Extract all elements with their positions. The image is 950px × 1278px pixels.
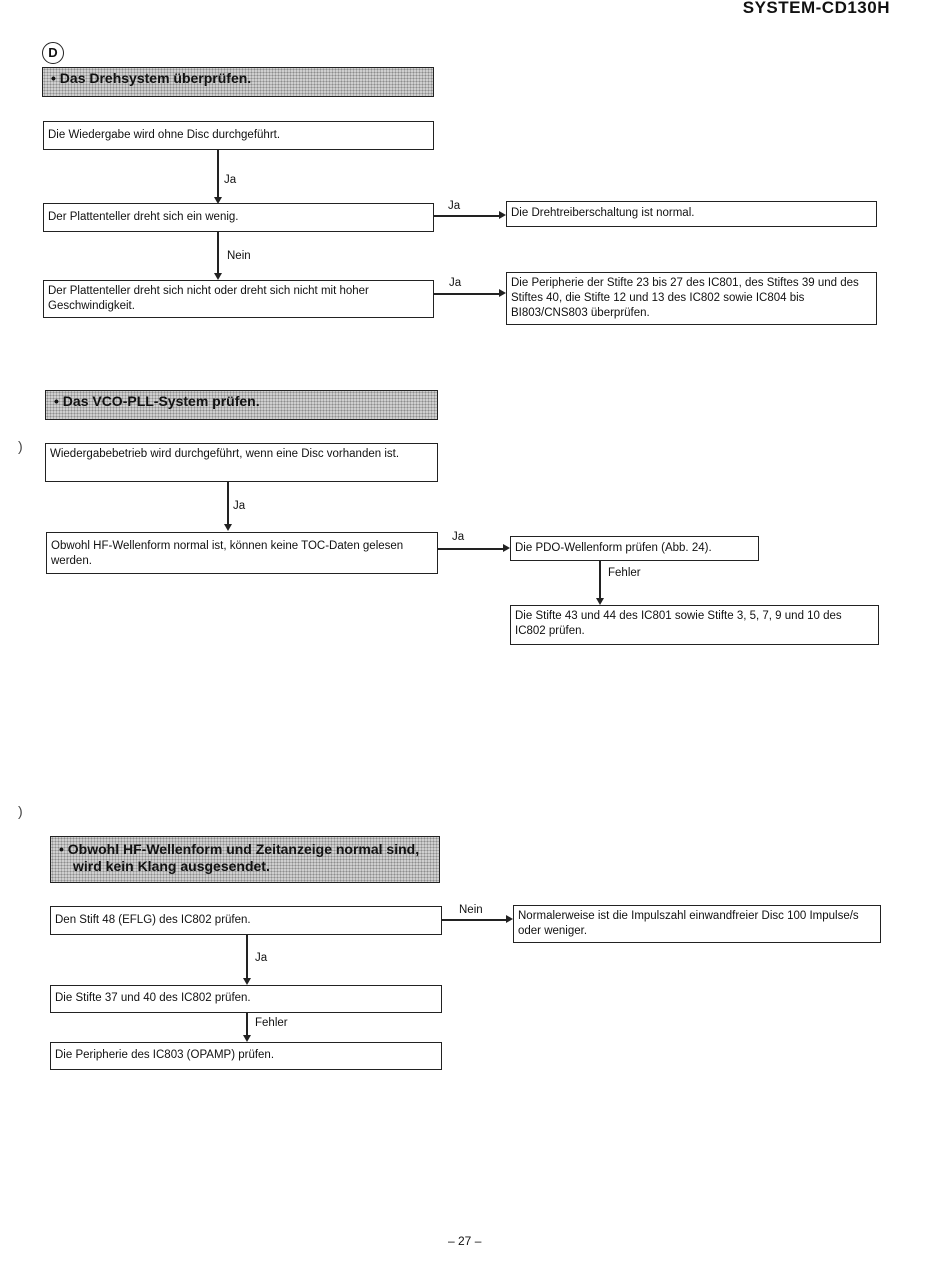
connector-line (434, 293, 500, 295)
arrow-down (596, 598, 604, 605)
flow-label-nein: Nein (227, 250, 251, 262)
flow-box-driver-normal: Die Drehtreiberschaltung ist normal. (506, 201, 877, 227)
connector-line (217, 150, 219, 198)
flow-box-check-ic801-periphery: Die Peripherie der Stifte 23 bis 27 des IC801, des Stiftes 39 und des Stiftes 40, die Stifte 12 und 13 des IC802 sowie IC804 bis BI803/CNS803 überprüfen. (506, 272, 877, 325)
connector-line (227, 482, 229, 525)
arrow-right (506, 915, 513, 923)
arrow-right (499, 211, 506, 219)
flow-box-playback-with-disc: Wiedergabebetrieb wird durchgeführt, wenn eine Disc vorhanden ist. (45, 443, 438, 482)
section-3-title-line1: • Obwohl HF-Wellenform und Zeitanzeige normal sind, (59, 841, 420, 857)
connector-line (246, 1013, 248, 1036)
flow-label-ja: Ja (449, 277, 462, 289)
flow-label-ja: Ja (452, 531, 465, 543)
arrow-right (503, 544, 510, 552)
flow-box-turntable-not-turning: Der Plattenteller dreht sich nicht oder dreht sich nicht mit hoher Geschwindigkeit. (43, 280, 434, 318)
page-number: – 27 – (448, 1234, 482, 1248)
connector-line (434, 215, 500, 217)
flow-label-nein: Nein (459, 904, 483, 916)
connector-line (246, 935, 248, 979)
flow-label-fehler: Fehler (255, 1017, 288, 1029)
flow-box-no-disc-playback: Die Wiedergabe wird ohne Disc durchgeführt. (43, 121, 434, 150)
arrow-down (243, 978, 251, 985)
model-title: SYSTEM-CD130H (742, 0, 890, 17)
flow-label-ja: Ja (255, 952, 268, 964)
flow-label-ja: Ja (224, 174, 237, 186)
arrow-right (499, 289, 506, 297)
flow-box-check-ic803-periphery: Die Peripherie des IC803 (OPAMP) prüfen. (50, 1042, 442, 1070)
arrow-down (224, 524, 232, 531)
flow-box-toc-unreadable: Obwohl HF-Wellenform normal ist, können keine TOC-Daten gelesen werden. (46, 532, 438, 574)
arrow-down (243, 1035, 251, 1042)
connector-line (442, 919, 507, 921)
flow-box-check-eflg-pin: Den Stift 48 (EFLG) des IC802 prüfen. (50, 906, 442, 935)
flow-box-turntable-turns-slightly: Der Plattenteller dreht sich ein wenig. (43, 203, 434, 232)
arrow-down (214, 273, 222, 280)
connector-line (438, 548, 504, 550)
section-3-title (50, 836, 440, 883)
section-marker: D (42, 42, 64, 64)
flow-label-ja: Ja (448, 200, 461, 212)
flow-box-check-ic801-ic802-pins: Die Stifte 43 und 44 des IC801 sowie Stifte 3, 5, 7, 9 und 10 des IC802 prüfen. (510, 605, 879, 645)
margin-mark: ) (18, 438, 23, 454)
flow-label-fehler: Fehler (608, 567, 641, 579)
section-1-title: • Das Drehsystem überprüfen. (42, 67, 434, 97)
connector-line (217, 232, 219, 274)
flow-box-check-pdo-waveform: Die PDO-Wellenform prüfen (Abb. 24). (510, 536, 759, 561)
flow-label-ja: Ja (233, 500, 246, 512)
section-3-title-line2: wird kein Klang ausgesendet. (73, 858, 270, 874)
connector-line (599, 561, 601, 599)
flow-box-pulse-count-normal: Normalerweise ist die Impulszahl einwandfreier Disc 100 Impulse/s oder weniger. (513, 905, 881, 943)
section-2-title: • Das VCO-PLL-System prüfen. (45, 390, 438, 420)
margin-mark: ) (18, 803, 23, 819)
flow-box-check-pins-37-40: Die Stifte 37 und 40 des IC802 prüfen. (50, 985, 442, 1013)
